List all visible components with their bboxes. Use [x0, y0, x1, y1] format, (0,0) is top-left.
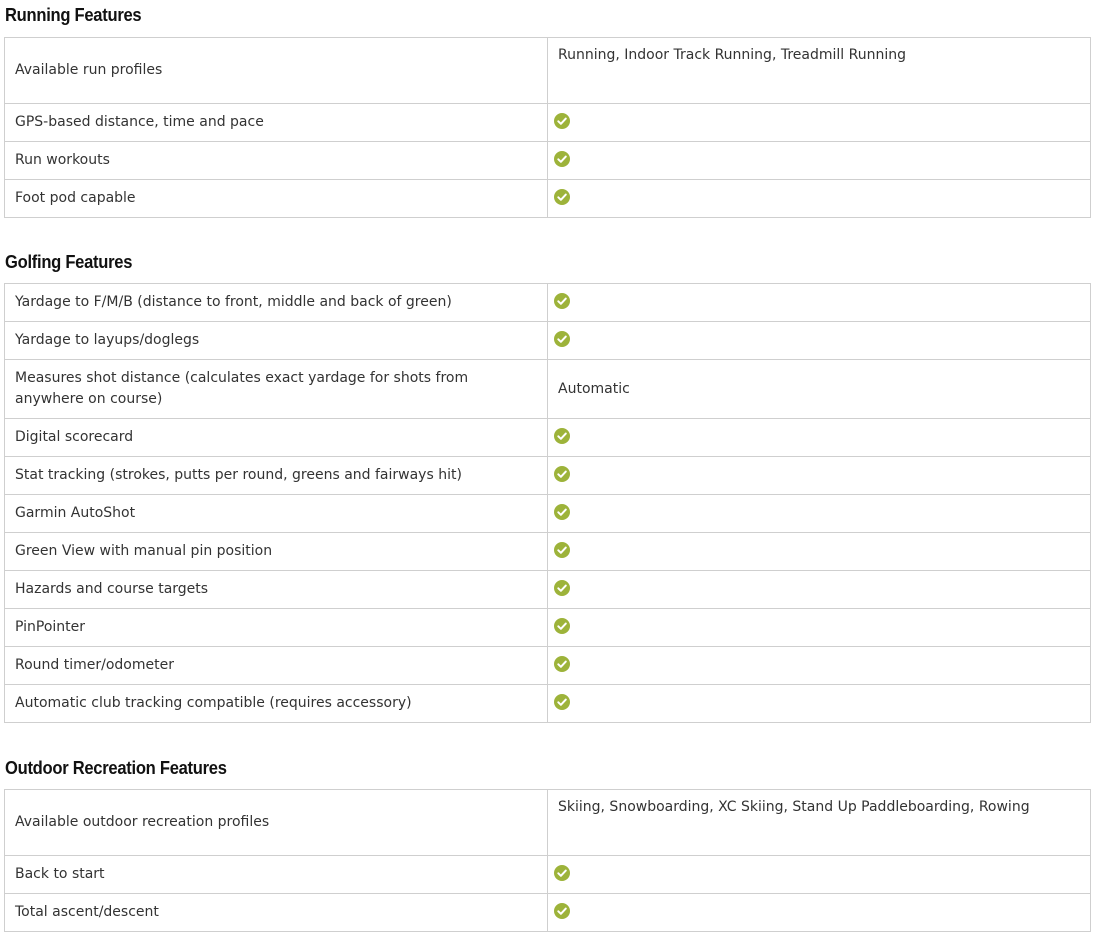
check-circle-icon: [554, 466, 570, 482]
check-circle-icon: [554, 428, 570, 444]
feature-label: PinPointer: [5, 609, 548, 647]
table-row: [5, 495, 1091, 533]
feature-value: [548, 856, 1091, 894]
feature-label: GPS-based distance, time and pace: [5, 104, 548, 142]
section-title-outdoor-recreation: Outdoor Recreation Features: [5, 758, 227, 778]
feature-label: Available outdoor recreation profiles: [5, 790, 548, 856]
feature-value: [548, 180, 1091, 218]
check-circle-icon: [554, 618, 570, 634]
feature-value: [548, 647, 1091, 685]
outdoor-recreation-features-table: [4, 789, 1091, 932]
check-circle-icon: [554, 113, 570, 129]
check-circle-icon: [554, 331, 570, 347]
table-row: [5, 609, 1091, 647]
running-features-table: [4, 37, 1091, 218]
feature-value: [548, 419, 1091, 457]
feature-value: Skiing, Snowboarding, XC Skiing, Stand Up Paddleboarding, Rowing: [548, 790, 1091, 856]
feature-label: Measures shot distance (calculates exact yardage for shots from anywhere on course): [5, 360, 548, 419]
check-circle-icon: [554, 151, 570, 167]
feature-label: Digital scorecard: [5, 419, 548, 457]
table-row: [5, 457, 1091, 495]
feature-value: [548, 685, 1091, 723]
feature-value: [548, 571, 1091, 609]
feature-value: Running, Indoor Track Running, Treadmill Running: [548, 38, 1091, 104]
table-row: [5, 790, 1091, 856]
check-circle-icon: [554, 580, 570, 596]
check-circle-icon: [554, 694, 570, 710]
table-row: [5, 360, 1091, 419]
table-row: [5, 104, 1091, 142]
feature-value: [548, 284, 1091, 322]
check-circle-icon: [554, 865, 570, 881]
feature-value: [548, 495, 1091, 533]
feature-label: Yardage to layups/doglegs: [5, 322, 548, 360]
check-circle-icon: [554, 656, 570, 672]
table-row: [5, 856, 1091, 894]
table-row: [5, 419, 1091, 457]
feature-label: Foot pod capable: [5, 180, 548, 218]
feature-value: [548, 533, 1091, 571]
table-row: [5, 533, 1091, 571]
feature-value: Automatic: [548, 360, 1091, 419]
check-circle-icon: [554, 504, 570, 520]
check-circle-icon: [554, 189, 570, 205]
section-title-golfing: Golfing Features: [5, 252, 133, 272]
feature-label: Automatic club tracking compatible (requires accessory): [5, 685, 548, 723]
table-row: [5, 322, 1091, 360]
table-row: [5, 894, 1091, 932]
golfing-features-table: [4, 283, 1091, 723]
feature-label: Stat tracking (strokes, putts per round, greens and fairways hit): [5, 457, 548, 495]
feature-value: [548, 609, 1091, 647]
section-title-running: Running Features: [5, 5, 142, 25]
table-row: [5, 180, 1091, 218]
feature-value: [548, 104, 1091, 142]
feature-label: Total ascent/descent: [5, 894, 548, 932]
table-row: [5, 38, 1091, 104]
feature-label: Available run profiles: [5, 38, 548, 104]
feature-label: Hazards and course targets: [5, 571, 548, 609]
feature-value: [548, 457, 1091, 495]
feature-label: Yardage to F/M/B (distance to front, middle and back of green): [5, 284, 548, 322]
feature-label: Run workouts: [5, 142, 548, 180]
table-row: [5, 142, 1091, 180]
feature-value: [548, 894, 1091, 932]
feature-value: [548, 142, 1091, 180]
feature-label: Garmin AutoShot: [5, 495, 548, 533]
table-row: [5, 685, 1091, 723]
table-row: [5, 571, 1091, 609]
feature-label: Round timer/odometer: [5, 647, 548, 685]
feature-value: [548, 322, 1091, 360]
feature-label: Back to start: [5, 856, 548, 894]
feature-label: Green View with manual pin position: [5, 533, 548, 571]
table-row: [5, 647, 1091, 685]
check-circle-icon: [554, 542, 570, 558]
table-row: [5, 284, 1091, 322]
check-circle-icon: [554, 293, 570, 309]
check-circle-icon: [554, 903, 570, 919]
